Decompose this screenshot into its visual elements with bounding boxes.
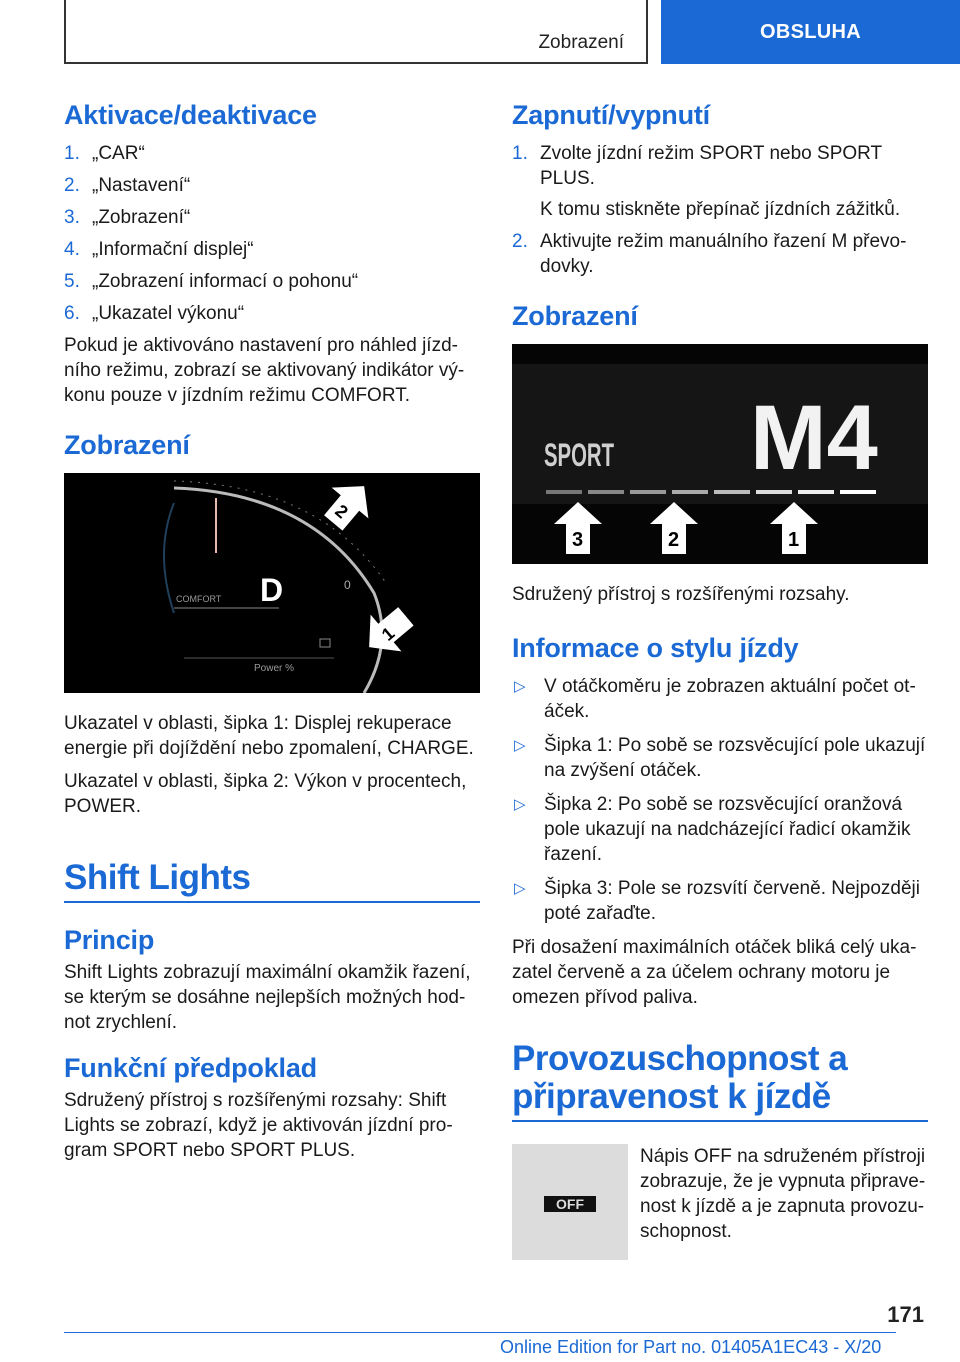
svg-text:2: 2 <box>668 529 680 551</box>
activation-note: Pokud je aktivováno nastavení pro náhled jízdního režimu, zobrazí se aktivovaný indikátor výkonu pouze v jízdním režimu COMFORT. <box>64 335 465 406</box>
shift-lights-image <box>512 344 928 564</box>
activation-steps <box>64 141 480 326</box>
shift-lights-heading: Shift Lights <box>64 858 251 897</box>
gauge-illustration <box>64 473 480 693</box>
display-heading-left: Zobrazení <box>64 430 190 460</box>
scale-label: Power % <box>254 663 295 674</box>
ready-heading-line1: Provozuschopnost a <box>512 1039 848 1078</box>
step-text: „Ukazatel výkonu“ <box>92 303 245 324</box>
list-item <box>64 141 480 166</box>
off-indicator-block <box>512 1144 928 1260</box>
list-item <box>512 674 928 724</box>
svg-text:3: 3 <box>572 529 584 551</box>
step-text: „Informační displej“ <box>92 239 254 260</box>
list-item <box>512 733 928 783</box>
step-number: 3. <box>64 207 80 228</box>
gear-m4: M4 <box>750 387 878 489</box>
step-text: „Zobrazení informací o pohonu“ <box>92 271 359 292</box>
bullet-triangle-icon: ▷ <box>514 880 526 897</box>
step-subtext: K tomu stiskněte přepínač jízdních zážitků. <box>540 199 901 220</box>
principle-text: Shift Lights zobrazují maximální okamžik řazení, se kterým se dosáhne nejlepších možných hodnot zrychlení. <box>64 962 471 1033</box>
svg-text:2: 2 <box>331 500 352 523</box>
section-title: Zobrazení <box>538 32 624 53</box>
left-column <box>64 100 480 1171</box>
header-frame <box>64 0 648 64</box>
step-number: 2. <box>64 175 80 196</box>
precondition-heading: Funkční předpoklad <box>64 1053 317 1083</box>
list-item <box>512 876 928 926</box>
list-item <box>64 237 480 262</box>
ready-heading-block <box>512 1040 928 1122</box>
shift-image-caption: Sdružený přístroj s rozšířenými rozsahy. <box>512 584 850 605</box>
list-item <box>512 229 928 279</box>
shift-lights-illustration <box>512 344 928 564</box>
zero-label: 0 <box>344 578 351 592</box>
style-heading: Informace o stylu jízdy <box>512 633 799 663</box>
list-item <box>64 269 480 294</box>
onoff-steps <box>512 141 928 279</box>
style-list <box>512 674 928 926</box>
step-text: „CAR“ <box>92 143 145 164</box>
mode-label: COMFORT <box>176 594 222 604</box>
footer-rule <box>64 1332 896 1333</box>
bullet-text: V otáčkoměru je zobrazen aktuální počet otáček. <box>544 676 916 722</box>
sport-label: SPORT <box>544 437 615 473</box>
step-text: Aktivujte režim manuálního řazení M převodovky. <box>540 231 907 277</box>
list-item <box>64 301 480 326</box>
bullet-triangle-icon: ▷ <box>514 737 526 754</box>
list-item <box>64 205 480 230</box>
style-note: Při dosažení maximálních otáček bliká celý ukazatel červeně a za účelem ochrany motoru je omezen přívod paliva. <box>512 937 917 1008</box>
svg-text:1: 1 <box>377 623 399 645</box>
chapter-tab[interactable]: OBSLUHA <box>661 0 960 64</box>
edition-text: Online Edition for Part no. 01405A1EC43 - X/20 <box>500 1337 882 1357</box>
shift-lights-heading-block <box>64 859 480 903</box>
bullet-triangle-icon: ▷ <box>514 796 526 813</box>
step-number: 1. <box>64 143 80 164</box>
ready-heading-line2: připravenost k jízdě <box>512 1077 831 1116</box>
activation-heading: Aktivace/deaktivace <box>64 100 317 130</box>
list-item <box>512 792 928 867</box>
ready-text: Nápis OFF na sdruženém přístroji zobrazuje, že je vypnuta připravenost k jízdě a je zapnuta provozuschopnost. <box>640 1146 926 1242</box>
precondition-text: Sdružený přístroj s rozšířenými rozsahy: Shift Lights se zobrazí, když je aktivován jízdní program SPORT nebo SPORT PLUS. <box>64 1090 453 1161</box>
gear-letter: D <box>260 572 284 608</box>
list-item <box>512 141 928 222</box>
step-text: „Nastavení“ <box>92 175 191 196</box>
bullet-text: Šipka 3: Pole se rozsvítí červeně. Nejpozději poté zařaďte. <box>544 878 920 924</box>
gauge-caption-1: Ukazatel v oblasti, šipka 1: Displej rekuperace energie při dojíždění nebo zpomalení, CHARGE. <box>64 713 474 759</box>
page-number: 171 <box>887 1302 924 1327</box>
arrow-1-icon <box>354 598 422 666</box>
bullet-text: Šipka 2: Po sobě se rozsvěcující oranžová pole ukazují na nadcházející řadicí okamžik řazení. <box>544 794 911 865</box>
list-item <box>64 173 480 198</box>
step-text: „Zobrazení“ <box>92 207 191 228</box>
power-gauge-image <box>64 473 480 693</box>
step-number: 5. <box>64 271 80 292</box>
step-text: Zvolte jízdní režim SPORT nebo SPORT PLUS. <box>540 143 882 189</box>
bullet-text: Šipka 1: Po sobě se rozsvěcující pole ukazují na zvýšení otáček. <box>544 735 926 781</box>
gauge-caption-2: Ukazatel v oblasti, šipka 2: Výkon v procentech, POWER. <box>64 771 467 817</box>
svg-text:1: 1 <box>788 529 800 551</box>
step-number: 2. <box>512 231 528 252</box>
off-badge: OFF <box>544 1196 596 1212</box>
step-number: 4. <box>64 239 80 260</box>
off-indicator-image <box>512 1144 628 1260</box>
arrow-2-icon <box>315 473 383 538</box>
principle-heading: Princip <box>64 925 155 955</box>
onoff-heading: Zapnutí/vypnutí <box>512 100 710 130</box>
step-number: 1. <box>512 143 528 164</box>
step-number: 6. <box>64 303 80 324</box>
right-column <box>512 100 928 1260</box>
step-text-block <box>540 141 928 222</box>
bullet-triangle-icon: ▷ <box>514 678 526 695</box>
display-heading-right: Zobrazení <box>512 301 638 331</box>
